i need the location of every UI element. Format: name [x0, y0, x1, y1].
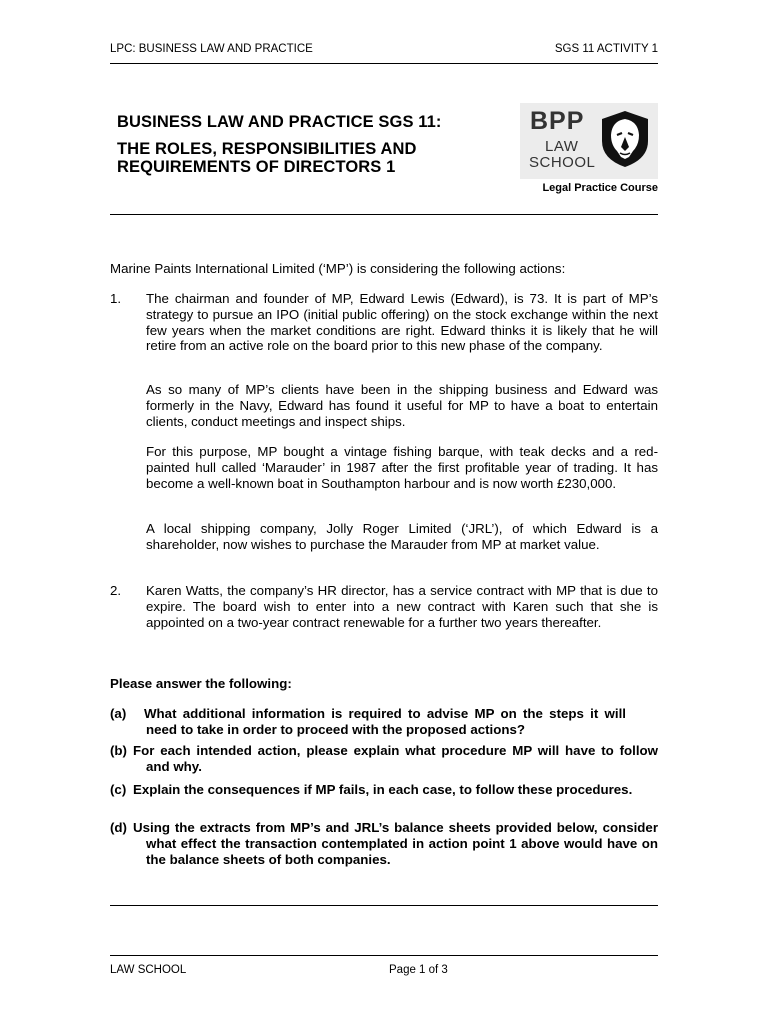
- question-d-label: (d): [110, 820, 127, 835]
- questions-rule: [110, 905, 658, 906]
- lion-shield-icon: [598, 109, 652, 169]
- action-1-paragraph-2: As so many of MP’s clients have been in the shipping business and Edward was formerly in the Navy, Edward has found it useful for MP to have a boat to entertain clients, conduct meetings and inspect ships.: [146, 382, 658, 429]
- logo-school: SCHOOL: [529, 154, 596, 171]
- action-1-paragraph-3: For this purpose, MP bought a vintage fishing barque, with teak decks and a red-painted hull called ‘Marauder’ in 1987 after the first profitable year of trading. It has become a well-known boat in Southampton harbour and is now worth £230,000.: [146, 444, 658, 491]
- question-d: [110, 820, 658, 867]
- question-b-label: (b): [110, 743, 127, 758]
- title-line-2: THE ROLES, RESPONSIBILITIES AND: [117, 140, 417, 158]
- questions-heading: Please answer the following:: [110, 676, 292, 691]
- question-c-label: (c): [110, 782, 127, 797]
- header-left: LPC: BUSINESS LAW AND PRACTICE: [110, 43, 313, 55]
- logo-law: LAW: [545, 138, 579, 155]
- action-1-paragraph-1: The chairman and founder of MP, Edward Lewis (Edward), is 73. It is part of MP’s strategy to pursue an IPO (initial public offering) on the stock exchange within the next few years when the market conditions are right. Edward thinks it is likely that he will retire from an active role on the board prior to this new phase of the company.: [146, 291, 658, 354]
- question-a-text: What additional information is required to advise MP on the steps it will need to take in order to proceed with the proposed actions?: [144, 706, 626, 737]
- action-2-number: 2.: [110, 583, 122, 598]
- title-line-3: REQUIREMENTS OF DIRECTORS 1: [117, 158, 396, 176]
- header-rule: [110, 63, 658, 64]
- action-2-paragraph-1: Karen Watts, the company’s HR director, has a service contract with MP that is due to expire. The board wish to enter into a new contract with Karen such that she is appointed on a two-year contract renewable for a further two years thereafter.: [146, 583, 658, 630]
- intro-text: Marine Paints International Limited (‘MP’) is considering the following actions:: [110, 261, 566, 276]
- title-line-1: BUSINESS LAW AND PRACTICE SGS 11:: [117, 113, 442, 131]
- logo-caption: Legal Practice Course: [542, 182, 658, 194]
- question-b-text: For each intended action, please explain what procedure MP will have to follow and why.: [133, 743, 658, 774]
- question-a: [110, 706, 658, 738]
- footer-page-number: Page 1 of 3: [389, 964, 448, 976]
- logo-brand: BPP: [530, 107, 585, 135]
- action-1-paragraph-4: A local shipping company, Jolly Roger Limited (‘JRL’), of which Edward is a shareholder, now wishes to purchase the Marauder from MP at market value.: [146, 521, 658, 552]
- question-b: [110, 743, 658, 775]
- footer-left: LAW SCHOOL: [110, 964, 187, 976]
- bpp-logo: [520, 103, 658, 179]
- title-rule: [110, 214, 658, 215]
- header-right: SGS 11 ACTIVITY 1: [554, 43, 658, 55]
- question-d-text: Using the extracts from MP’s and JRL’s balance sheets provided below, consider what effect the transaction contemplated in action point 1 above would have on the balance sheets of both companies.: [133, 820, 658, 867]
- question-c: [110, 782, 658, 798]
- question-c-text: Explain the consequences if MP fails, in each case, to follow these procedures.: [133, 782, 633, 797]
- footer-rule: [110, 955, 658, 956]
- action-1-number: 1.: [110, 291, 122, 306]
- question-a-label: (a): [110, 706, 127, 721]
